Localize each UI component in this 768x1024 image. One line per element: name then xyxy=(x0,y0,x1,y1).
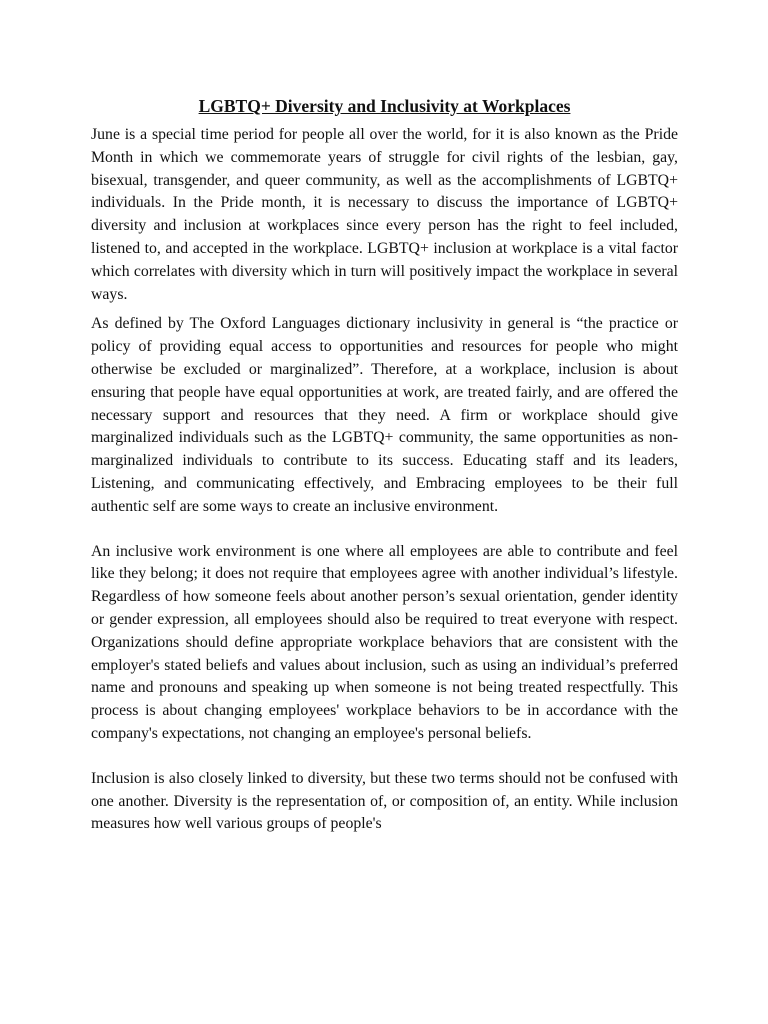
paragraph-inclusive-environment: An inclusive work environment is one where all employees are able to contribute and feel like they belong; it does not require that employees agree with another individual’s lifestyle. Regardless of how someone feels about another person’s sexual orientation, gender identity or gender expression, all employees should also be required to treat everyone with respect. Organizations should define appropriate workplace behaviors that are consistent with the employer's stated beliefs and values about inclusion, such as using an individual’s preferred name and pronouns and speaking up when someone is not being treated respectfully. This process is about changing employees' workplace behaviors to be in accordance with the company's expectations, not changing an employee's personal beliefs. xyxy=(91,542,678,742)
paragraph-pride-month: June is a special time period for people all over the world, for it is also known as the Pride Month in which we commemorate years of struggle for civil rights of the lesbian, gay, bisexual, transgender, and queer community, as well as the accomplishments of LGBTQ+ individuals. In the Pride month, it is necessary to discuss the importance of LGBTQ+ diversity and inclusion at workplaces since every person has the right to feel included, listened to, and accepted in the workplace. LGBTQ+ inclusion at workplace is a vital factor which correlates with diversity which in turn will positively impact the workplace in several ways. xyxy=(91,126,678,303)
paragraph-inclusion-diversity: Inclusion is also closely linked to diversity, but these two terms should not be confused with one another. Diversity is the representation of, or composition of, an entity. While inclusion measures how well various groups of people's xyxy=(91,769,678,833)
paragraph-spacer xyxy=(91,519,678,541)
document-title: LGBTQ+ Diversity and Inclusivity at Workplaces xyxy=(198,96,571,116)
paragraph-spacer xyxy=(91,306,678,313)
document-page xyxy=(91,95,678,836)
paragraph-spacer xyxy=(91,746,678,768)
paragraph-inclusivity-definition: As defined by The Oxford Languages dictionary inclusivity in general is “the practice or policy of providing equal access to opportunities and resources for people who might otherwise be excluded or marginalized”. Therefore, at a workplace, inclusion is about ensuring that people have equal opportunities at work, are treated fairly, and are offered the necessary support and resources that they need. A firm or workplace should give marginalized individuals such as the LGBTQ+ community, the same opportunities as non-marginalized individuals to contribute to its success. Educating staff and its leaders, Listening, and communicating effectively, and Embracing employees to be their full authentic self are some ways to create an inclusive environment. xyxy=(91,315,678,515)
